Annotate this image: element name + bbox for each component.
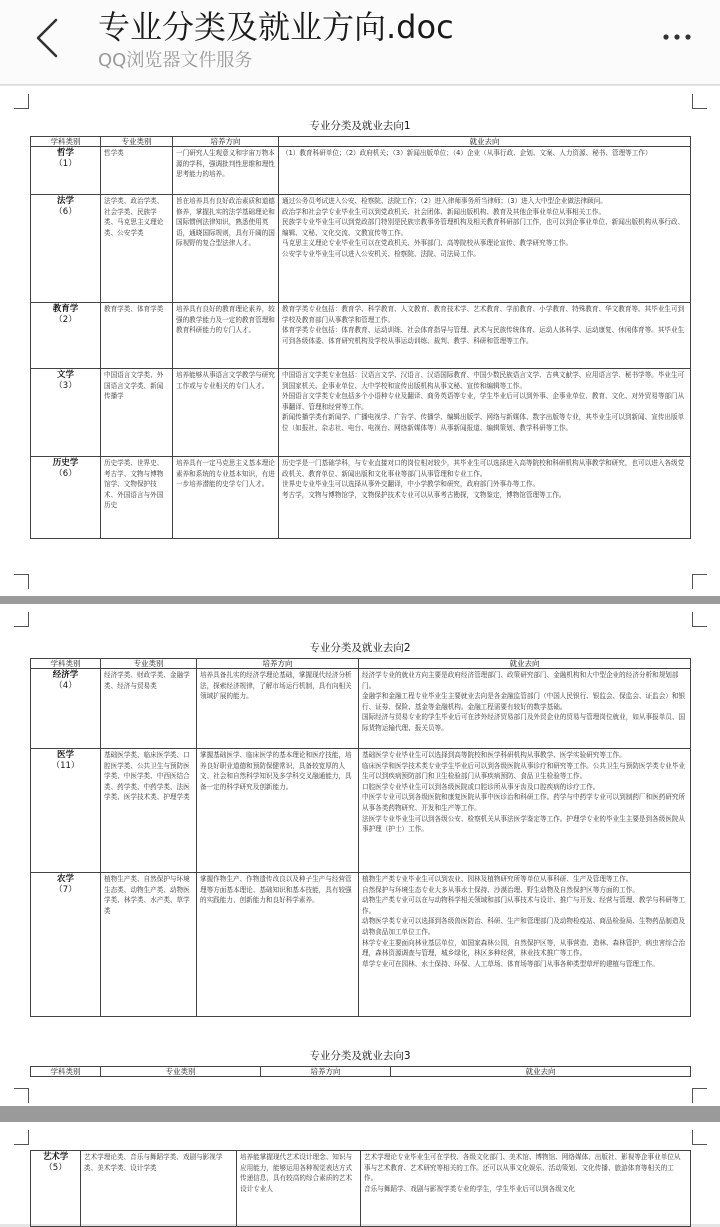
table-row — [31, 669, 691, 749]
training-cell: 掌握作物生产、作物遗传改良以及种子生产与经营管理等方面基本理论、基础知识和基本技能，具有较强的实践能力、创新能力和良好科学素养。 — [197, 873, 359, 1017]
training-cell: 旨在培养具有良好政治素质和道德修养，掌握扎实的法学基础理论和国际惯例法律知识，熟悉使用英语，通晓国际规则，具有开阔的国际视野的复合型法律人才。 — [173, 195, 279, 303]
career-text: 通过公务员考试进入公安、检察院、法院工作；（2）进入律师事务所当律师；（3）进入大中型企业做法律顾问。 — [282, 197, 607, 205]
discipline-name: 教育学 — [52, 304, 79, 314]
document-page-1[interactable] — [0, 86, 720, 596]
document-source: QQ浏览器文件服务 — [98, 50, 253, 71]
column-header: 就业去向 — [279, 137, 691, 147]
career-table — [30, 1150, 691, 1227]
major-cell: 哲学类 — [101, 147, 173, 195]
training-cell: 一门研究人生观意义和宇宙万物本源的学科，强调批判性思维和理性思考能力的培养。 — [173, 147, 279, 195]
career-text: 法医学专业毕业生可以到各级公安、检察机关从事法医学鉴定等工作。护理学专业的毕业生主要是到各级医院从事护理（护士）工作。 — [362, 814, 686, 834]
page-corner-mark — [14, 1088, 29, 1103]
discipline-name: 法学 — [56, 196, 74, 206]
career-cell — [359, 749, 691, 873]
table-row — [31, 749, 691, 873]
career-text: 艺术学理论专业毕业生可在学校、各级文化部门、美术馆、博物馆、网络媒体、出版社、影视等企事业单位从事与艺术教育、艺术研究等相关的工作。还可以从事文化娱乐、活动策划、文化传播、旅游体育等相关的工作。 — [364, 1153, 681, 1183]
discipline-cell — [31, 873, 101, 1017]
discipline-count: （4） — [54, 681, 77, 691]
discipline-cell — [31, 303, 101, 369]
career-text: 考古学，文物与博物馆学，文物保护技术专业可以从事考古勘探，文物鉴定，博物馆管理等工作。 — [282, 490, 566, 499]
more-menu-button[interactable] — [652, 22, 702, 52]
major-cell: 植物生产类、自然保护与环境生态类、动物生产类、动物医学类、林学类、水产类、草学类 — [101, 873, 197, 1017]
career-text: 体育学类专业包括：体育教育、运动训练、社会体育指导与管理、武术与民族传统体育、运动人体科学、运动康复、休闲体育等。其毕业生可到各级体委、体育研究机构及学校从事运动训练、裁判、教学、科研和管理等工作。 — [282, 326, 685, 345]
career-text: 自然保护与环境生态专业大多从事水土保持、沙漠治理、野生动物及自然保护区等方面的工作。 — [362, 885, 639, 894]
column-header: 就业去向 — [359, 659, 691, 669]
discipline-cell — [31, 147, 101, 195]
discipline-cell — [31, 195, 101, 303]
career-text: 公安学专业毕业生可以进入公安机关、检察院、法院、司法局工作。 — [282, 249, 480, 258]
discipline-name: 农学 — [56, 874, 74, 884]
more-dots-icon — [652, 22, 702, 52]
table-header-row — [31, 659, 691, 669]
column-header: 培养方向 — [261, 1067, 391, 1077]
discipline-count: （11） — [51, 761, 80, 771]
major-cell: 基础医学类、临床医学类、口腔医学类、公共卫生与预防医学类、中医学类、中西医结合类、药学类、中药学类、法医学类、医学技术类、护理学类 — [101, 749, 197, 873]
training-cell: 培养能掌握现代艺术设计理念、知识与应用能力，能够运用各种视觉表达方式传递信息，具有较高的综合素质的艺术设计专业人 — [237, 1151, 361, 1227]
career-cell — [359, 669, 691, 749]
discipline-name: 经济学 — [52, 670, 79, 680]
major-cell: 艺术学理论类、音乐与舞蹈学类、戏剧与影视学类、美术学类、设计学类 — [81, 1151, 237, 1227]
table-row — [31, 873, 691, 1017]
training-cell: 培养具有良好的教育理论素养，较强的教学能力及一定的教育管理和教育科研能力的专门人才。 — [173, 303, 279, 369]
table-row — [31, 369, 691, 457]
discipline-count: （1） — [54, 159, 77, 169]
column-header: 学科类别 — [31, 1067, 101, 1077]
career-text: 动物医学类专业可以选择到各级兽医防治、科研、生产和管理部门及动物检疫站、商品检验局、生物药品制造及动物食品加工单位工作。 — [362, 917, 686, 936]
page-corner-mark — [692, 94, 707, 109]
page-corner-mark — [692, 612, 707, 627]
career-cell — [359, 873, 691, 1017]
table-header-row — [31, 137, 691, 147]
major-cell: 历史学类、世界史、考古学、文物与博物馆学、文物保护技术、外国语言与外国历史 — [101, 457, 173, 539]
document-page-2[interactable] — [0, 604, 720, 1106]
page-corner-mark — [14, 1130, 29, 1145]
table-title: 专业分类及就业去向2 — [309, 642, 411, 654]
table-row — [31, 457, 691, 539]
chevron-left-icon — [22, 8, 72, 68]
career-text: 中医学专业可以到各级医院和康复医院从事中医诊治和科研工作。药学与中药学专业可以到制药厂和医药研究所从事各类药物研究、开发和生产等工作。 — [362, 793, 686, 812]
page-corner-mark — [14, 612, 29, 627]
career-text: 草学专业可在园林、水土保持、环保、人工草场、体育场等部门从事各种类型草坪的建植与管理工作。 — [362, 959, 659, 968]
column-header: 培养方向 — [173, 137, 279, 147]
career-text: 基础医学专业毕业生可以选择到高等院校和医学科研机构从事教学、医学实验研究等工作。 — [362, 751, 626, 759]
career-cell — [279, 369, 691, 457]
career-cell — [279, 147, 691, 195]
career-table — [30, 1066, 691, 1077]
discipline-cell — [31, 457, 101, 539]
column-header: 专业类别 — [101, 1067, 261, 1077]
career-text: （1）教育科研单位；（2）政府机关；（3）新闻出版单位；（4）企业（从事行政、企划、文案、人力资源、秘书、管理等工作） — [282, 149, 652, 157]
table-header-row — [31, 1067, 691, 1077]
discipline-cell — [31, 1151, 81, 1227]
career-text: 民族学专业毕业生可以到党政部门特别是民族宗教事务管理机构及相关教育科研部门工作，也可以到企事业单位、新闻出版机构从事行政、编辑、文秘、文化交流、文教宣传等工作。 — [282, 218, 685, 237]
discipline-count: （2） — [54, 315, 77, 325]
discipline-name: 艺术学 — [42, 1152, 69, 1162]
discipline-name: 医学 — [56, 750, 74, 760]
major-cell: 教育学类、体育学类 — [101, 303, 173, 369]
career-text: 外国语言文学类专业包括多个小语种专业及翻译、商务英语等专业，学生毕业后可以到外事、企事业单位、教育、文化、对外贸易等部门从事翻译、管理和经营等工作。 — [282, 392, 685, 411]
career-text: 新闻传播学类有新闻学、广播电视学、广告学、传播学、编辑出版学、网络与新媒体、数字出版等专业，其毕业生可以到新闻、宣传出版单位（如报社、杂志社、电台、电视台、网络新媒体等）从事新闻报道、编辑策划、教学科研等工作。 — [282, 413, 685, 432]
table-row — [31, 303, 691, 369]
career-text: 林学专业主要面向林业基层单位，如国家森林公园，自然保护区等，从事营造、造林、森林管护，病虫害综合治理，森林资源调查与管理，城乡绿化，林区多种经营，林业技术推广等工作。 — [362, 938, 686, 958]
career-text: 金融学和金融工程专业毕业生主要就业去向是各金融监管部门（中国人民银行、银监会、保监会、证监会）和银行、证券、保险、基金等金融机构。金融工程需要有较好的数学基础。 — [362, 692, 686, 711]
career-cell — [279, 457, 691, 539]
career-text: 中国语言文学类专业包括：汉语言文学、汉语言、汉语国际教育、中国少数民族语言文学、古典文献学、应用语言学、秘书学等。毕业生可到国家机关、企事业单位、大中学校和宣传出版机构从事文秘、宣传和编辑等工作。 — [282, 371, 685, 390]
career-table — [30, 658, 691, 1017]
career-text: 口腔医学专业毕业生可以到各级医院或口腔诊所从事牙齿及口腔疾病的诊疗工作。 — [362, 782, 600, 791]
career-text: 动物生产类专业可以在与动物科学相关领域和部门从事技术与设计、推广与开发、经营与管理、教学与科研等工作。 — [362, 896, 686, 915]
title-bar — [0, 0, 720, 85]
career-cell — [361, 1151, 691, 1227]
column-header: 专业类别 — [101, 659, 197, 669]
training-cell: 掌握基础医学、临床医学的基本理论和医疗技能，培养良好职业道德和预防保健常识，具备较宽厚的人文、社会和自然科学知识及多学科交叉融通能力，具备一定的科学研究及创新能力。 — [197, 749, 359, 873]
discipline-count: （7） — [54, 885, 77, 895]
discipline-count: （5） — [44, 1163, 67, 1173]
career-text: 音乐与舞蹈学、戏剧与影视学类专业的学生，学生毕业后可以到各级文化 — [364, 1184, 575, 1193]
major-cell: 经济学类、财政学类、金融学类、经济与贸易类 — [101, 669, 197, 749]
discipline-name: 文学 — [56, 370, 74, 380]
column-header: 就业去向 — [391, 1067, 691, 1077]
page-corner-mark — [14, 574, 29, 589]
career-text: 世界史专业毕业生可以选择从事外交翻译，中小学教学和研究，政府部门外事办等工作。 — [282, 480, 540, 489]
page-separator — [0, 596, 720, 604]
table-title: 专业分类及就业去向1 — [309, 120, 411, 132]
column-header: 学科类别 — [31, 137, 101, 147]
career-text: 经济学专业的就业方向主要是政府经济管理部门、政策研究部门、金融机构和大中型企业的经济分析和规划部门。 — [362, 671, 679, 690]
table-title: 专业分类及就业去向3 — [309, 1050, 411, 1062]
column-header: 培养方向 — [197, 659, 359, 669]
column-header: 专业类别 — [101, 137, 173, 147]
discipline-name: 哲学 — [56, 148, 74, 158]
career-text: 政治学和社会学专业毕业生可以到党政机关、社会团体、新闻出版机构、教育及其他企事业单位从事相关工作。 — [282, 207, 606, 216]
career-text: 历史学是一门基础学科，与专业直接对口的岗位相对较少，其毕业生可以选择进入高等院校和科研机构从事教学和研究，也可以进入各级党政机关、教育单位、新闻出版和文化事业等部门从事管理和专业工作。 — [282, 459, 685, 478]
page-corner-mark — [692, 1088, 707, 1103]
page-separator — [0, 1106, 720, 1122]
discipline-cell — [31, 369, 101, 457]
discipline-count: （6） — [54, 207, 77, 217]
career-text: 临床医学和医学技术类专业学生毕业后可以到各级医院从事诊疗和研究等工作。公共卫生与预防医学类专业毕业生可以到疾病预防部门和卫生检验部门从事疾病预防、食品卫生检验等工作。 — [362, 761, 686, 781]
career-cell — [279, 303, 691, 369]
training-cell: 培养具备扎实的经济学理论基础，掌握现代经济分析法，探索经济规律，了解市场运行机制，具有向相关领域扩展的能力。 — [197, 669, 359, 749]
major-cell: 法学类、政治学类、社会学类、民族学类、马克思主义理论类、公安学类 — [101, 195, 173, 303]
document-page-4[interactable] — [0, 1122, 720, 1224]
career-text: 国际经济与贸易专业的学生毕业后可在涉外经济贸易部门及外贸企业的贸易与管理岗位就业，如从事报单员、国际货物运输代理、报关员等。 — [362, 713, 686, 732]
major-cell: 中国语言文学类、外国语言文学类、新闻传播学 — [101, 369, 173, 457]
discipline-name: 历史学 — [52, 458, 79, 468]
discipline-count: （6） — [54, 469, 77, 479]
page-corner-mark — [14, 94, 29, 109]
career-cell — [279, 195, 691, 303]
career-text: 马克思主义理论专业毕业生可以在党政机关、外事部门、高等院校从事理论宣传、教学研究等工作。 — [282, 239, 573, 248]
discipline-count: （3） — [54, 381, 77, 391]
training-cell: 培养能够从事语言文学教学与研究工作或与专业相关的专门人才。 — [173, 369, 279, 457]
page-corner-mark — [692, 1130, 707, 1145]
discipline-cell — [31, 749, 101, 873]
column-header: 学科类别 — [31, 659, 101, 669]
career-table — [30, 136, 691, 539]
table-row — [31, 1151, 691, 1227]
table-row — [31, 147, 691, 195]
training-cell: 培养具有一定马克思主义基本理论素养和系统的专业基本知识，有进一步培养潜能的史学专门人才。 — [173, 457, 279, 539]
discipline-cell — [31, 669, 101, 749]
page-corner-mark — [692, 574, 707, 589]
document-title: 专业分类及就业方向.doc — [98, 8, 454, 46]
career-text: 教育学类专业包括：教育学、科学教育、人文教育、教育技术学、艺术教育、学前教育、小学教育、特殊教育、华文教育等。其毕业生可到学校及教育部门从事教学和管理工作。 — [282, 305, 685, 324]
career-text: 植物生产类专业毕业生可以到农业、园林及植物研究所等单位从事科研、生产及管理等工作。 — [362, 875, 633, 883]
back-button[interactable] — [22, 8, 72, 68]
table-row — [31, 195, 691, 303]
